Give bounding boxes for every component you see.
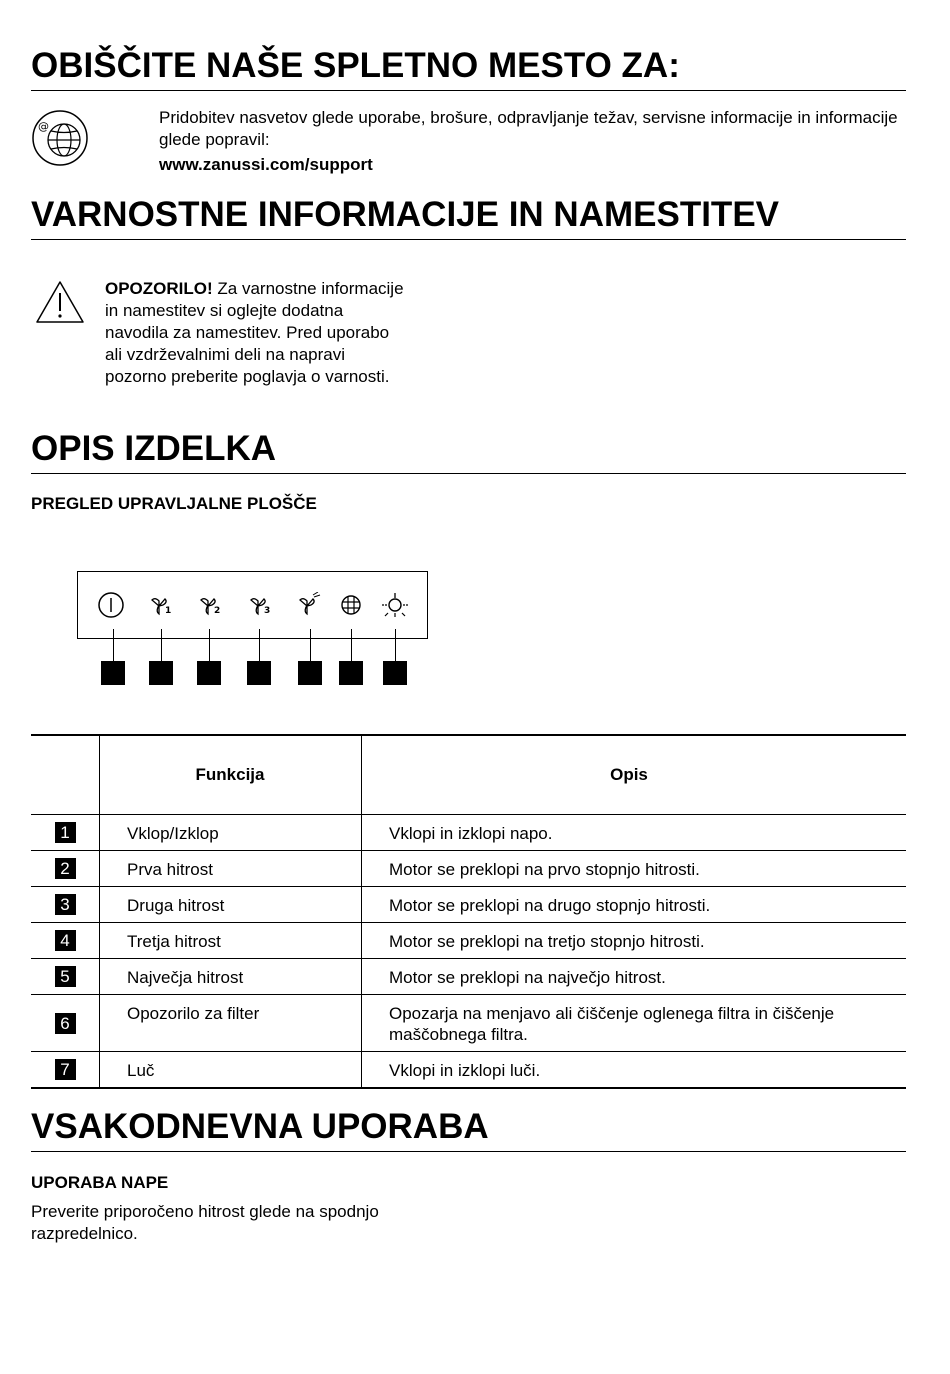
fan-speed-1-icon <box>148 592 178 618</box>
callout-marker <box>197 661 221 685</box>
heading-product: OPIS IZDELKA <box>31 429 906 474</box>
fan-max-speed-icon <box>296 592 326 618</box>
callout-line <box>310 629 311 661</box>
callout-marker <box>383 661 407 685</box>
row-description: Motor se preklopi na prvo stopnjo hitrosti. <box>362 851 907 887</box>
row-function: Opozorilo za filter <box>100 995 362 1052</box>
row-function: Prva hitrost <box>100 851 362 887</box>
callout-marker <box>149 661 173 685</box>
row-number-badge: 7 <box>55 1059 76 1080</box>
row-function: Vklop/Izklop <box>100 815 362 851</box>
row-description: Opozarja na menjavo ali čiščenje oglenega filtra in čiščenje maščobnega filtra. <box>362 995 907 1052</box>
warning-triangle-icon <box>35 280 85 324</box>
light-icon <box>380 592 410 618</box>
row-function: Druga hitrost <box>100 887 362 923</box>
row-function: Tretja hitrost <box>100 923 362 959</box>
svg-text:3: 3 <box>264 606 271 616</box>
row-function: Največja hitrost <box>100 959 362 995</box>
table-row <box>31 815 906 851</box>
table-header-function: Funkcija <box>100 735 362 815</box>
subheading-control-panel: PREGLED UPRAVLJALNE PLOŠČE <box>31 494 317 513</box>
table-row <box>31 887 906 923</box>
callout-line <box>351 629 352 661</box>
callout-marker <box>101 661 125 685</box>
table-row <box>31 923 906 959</box>
warning-body: Za varnostne informacije in namestitev si oglejte dodatna navodila za namestitev. Pred uporabo ali vzdrževalnimi deli na napravi pozorno preberite poglavja o varnosti. <box>105 279 404 386</box>
table-row <box>31 1052 906 1089</box>
row-description: Motor se preklopi na drugo stopnjo hitrosti. <box>362 887 907 923</box>
daily-use-text: Preverite priporočeno hitrost glede na spodnjo razpredelnico. <box>31 1202 379 1243</box>
fan-speed-2-icon <box>197 592 227 618</box>
heading-safety: VARNOSTNE INFORMACIJE IN NAMESTITEV <box>31 195 906 240</box>
row-description: Vklopi in izklopi luči. <box>362 1052 907 1089</box>
row-number-badge: 4 <box>55 930 76 951</box>
subheading-hood-use: UPORABA NAPE <box>31 1173 169 1192</box>
row-number-badge: 2 <box>55 858 76 879</box>
warning-label: OPOZORILO! <box>105 279 213 298</box>
row-description: Motor se preklopi na tretjo stopnjo hitrosti. <box>362 923 907 959</box>
table-row <box>31 959 906 995</box>
heading-website: OBIŠČITE NAŠE SPLETNO MESTO ZA: <box>31 46 906 91</box>
callout-line <box>209 629 210 661</box>
callout-marker <box>247 661 271 685</box>
callout-marker <box>339 661 363 685</box>
callout-line <box>161 629 162 661</box>
row-description: Vklopi in izklopi napo. <box>362 815 907 851</box>
svg-text:1: 1 <box>165 606 172 616</box>
row-number-badge: 3 <box>55 894 76 915</box>
fan-speed-3-icon <box>247 592 277 618</box>
table-header-row <box>31 735 906 815</box>
callout-line <box>113 629 114 661</box>
table-header-description: Opis <box>362 735 907 815</box>
svg-text:@: @ <box>38 120 49 133</box>
row-description: Motor se preklopi na največjo hitrost. <box>362 959 907 995</box>
power-icon <box>96 592 126 618</box>
heading-daily-use: VSAKODNEVNA UPORABA <box>31 1107 906 1152</box>
function-table <box>31 734 906 1089</box>
row-number-badge: 1 <box>55 822 76 843</box>
website-info-text: Pridobitev nasvetov glede uporabe, brošure, odpravljanje težav, servisne informacije in informacije glede popravil: <box>159 108 898 149</box>
table-row <box>31 995 906 1052</box>
callout-line <box>259 629 260 661</box>
table-row <box>31 851 906 887</box>
svg-text:2: 2 <box>214 606 221 616</box>
row-number-badge: 5 <box>55 966 76 987</box>
callout-marker <box>298 661 322 685</box>
warning-text <box>105 278 410 388</box>
table-header-number <box>31 735 100 815</box>
web-globe-icon <box>30 109 90 167</box>
filter-grid-icon <box>337 592 367 618</box>
callout-line <box>395 629 396 661</box>
row-number-badge: 6 <box>55 1013 76 1034</box>
support-link[interactable]: www.zanussi.com/support <box>159 155 373 174</box>
row-function: Luč <box>100 1052 362 1089</box>
